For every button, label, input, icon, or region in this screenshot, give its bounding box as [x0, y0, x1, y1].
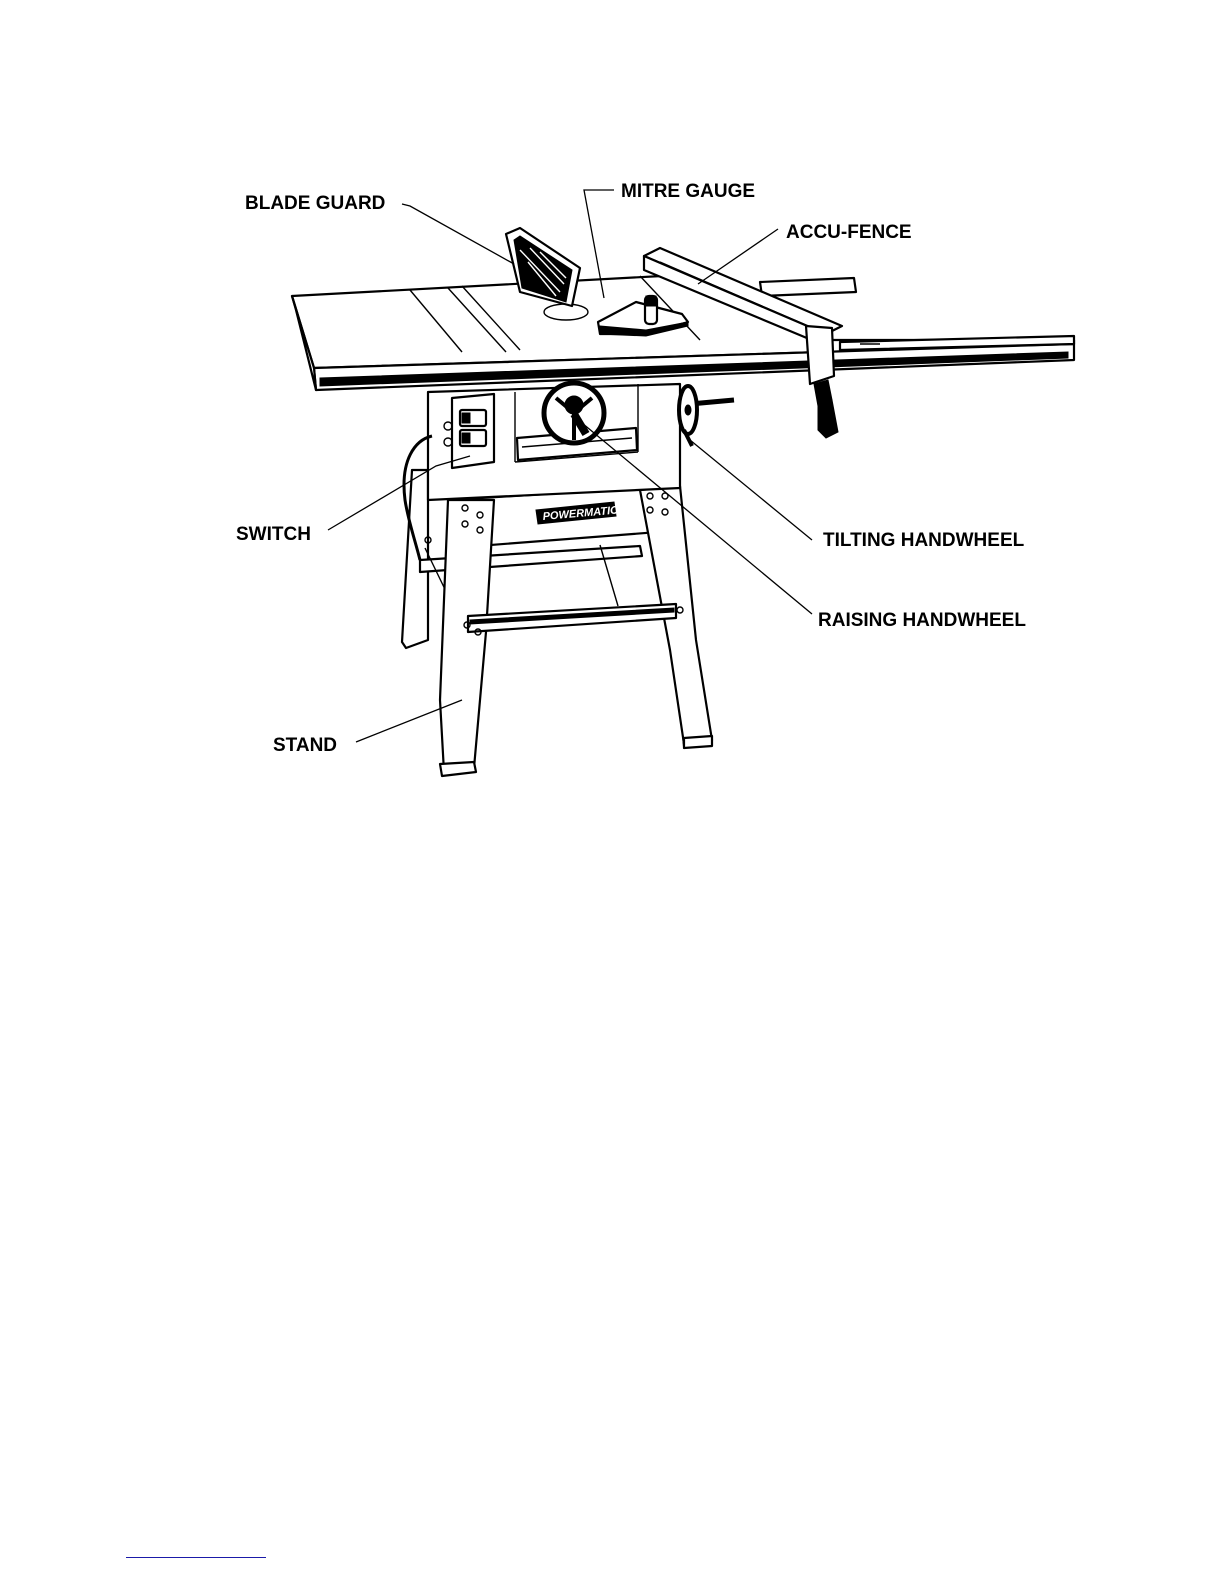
footer-rule: [126, 1557, 266, 1558]
label-mitre-gauge: MITRE GAUGE: [621, 181, 756, 202]
label-stand: STAND: [273, 735, 338, 756]
brand-plate-text: POWERMATIC: [542, 504, 619, 523]
label-raising-handwheel: RAISING HANDWHEEL: [818, 610, 1026, 631]
table-top: [292, 276, 1074, 390]
tilting-handwheel: [679, 386, 734, 446]
leader-accu-fence: [698, 229, 778, 284]
label-accu-fence: ACCU-FENCE: [786, 222, 912, 243]
label-blade-guard: BLADE GUARD: [245, 193, 386, 214]
leader-blade-guard: [402, 204, 514, 264]
label-tilting-handwheel: TILTING HANDWHEEL: [823, 530, 1025, 551]
label-switch: SWITCH: [236, 524, 311, 545]
leader-tilting-handwheel: [690, 440, 812, 540]
